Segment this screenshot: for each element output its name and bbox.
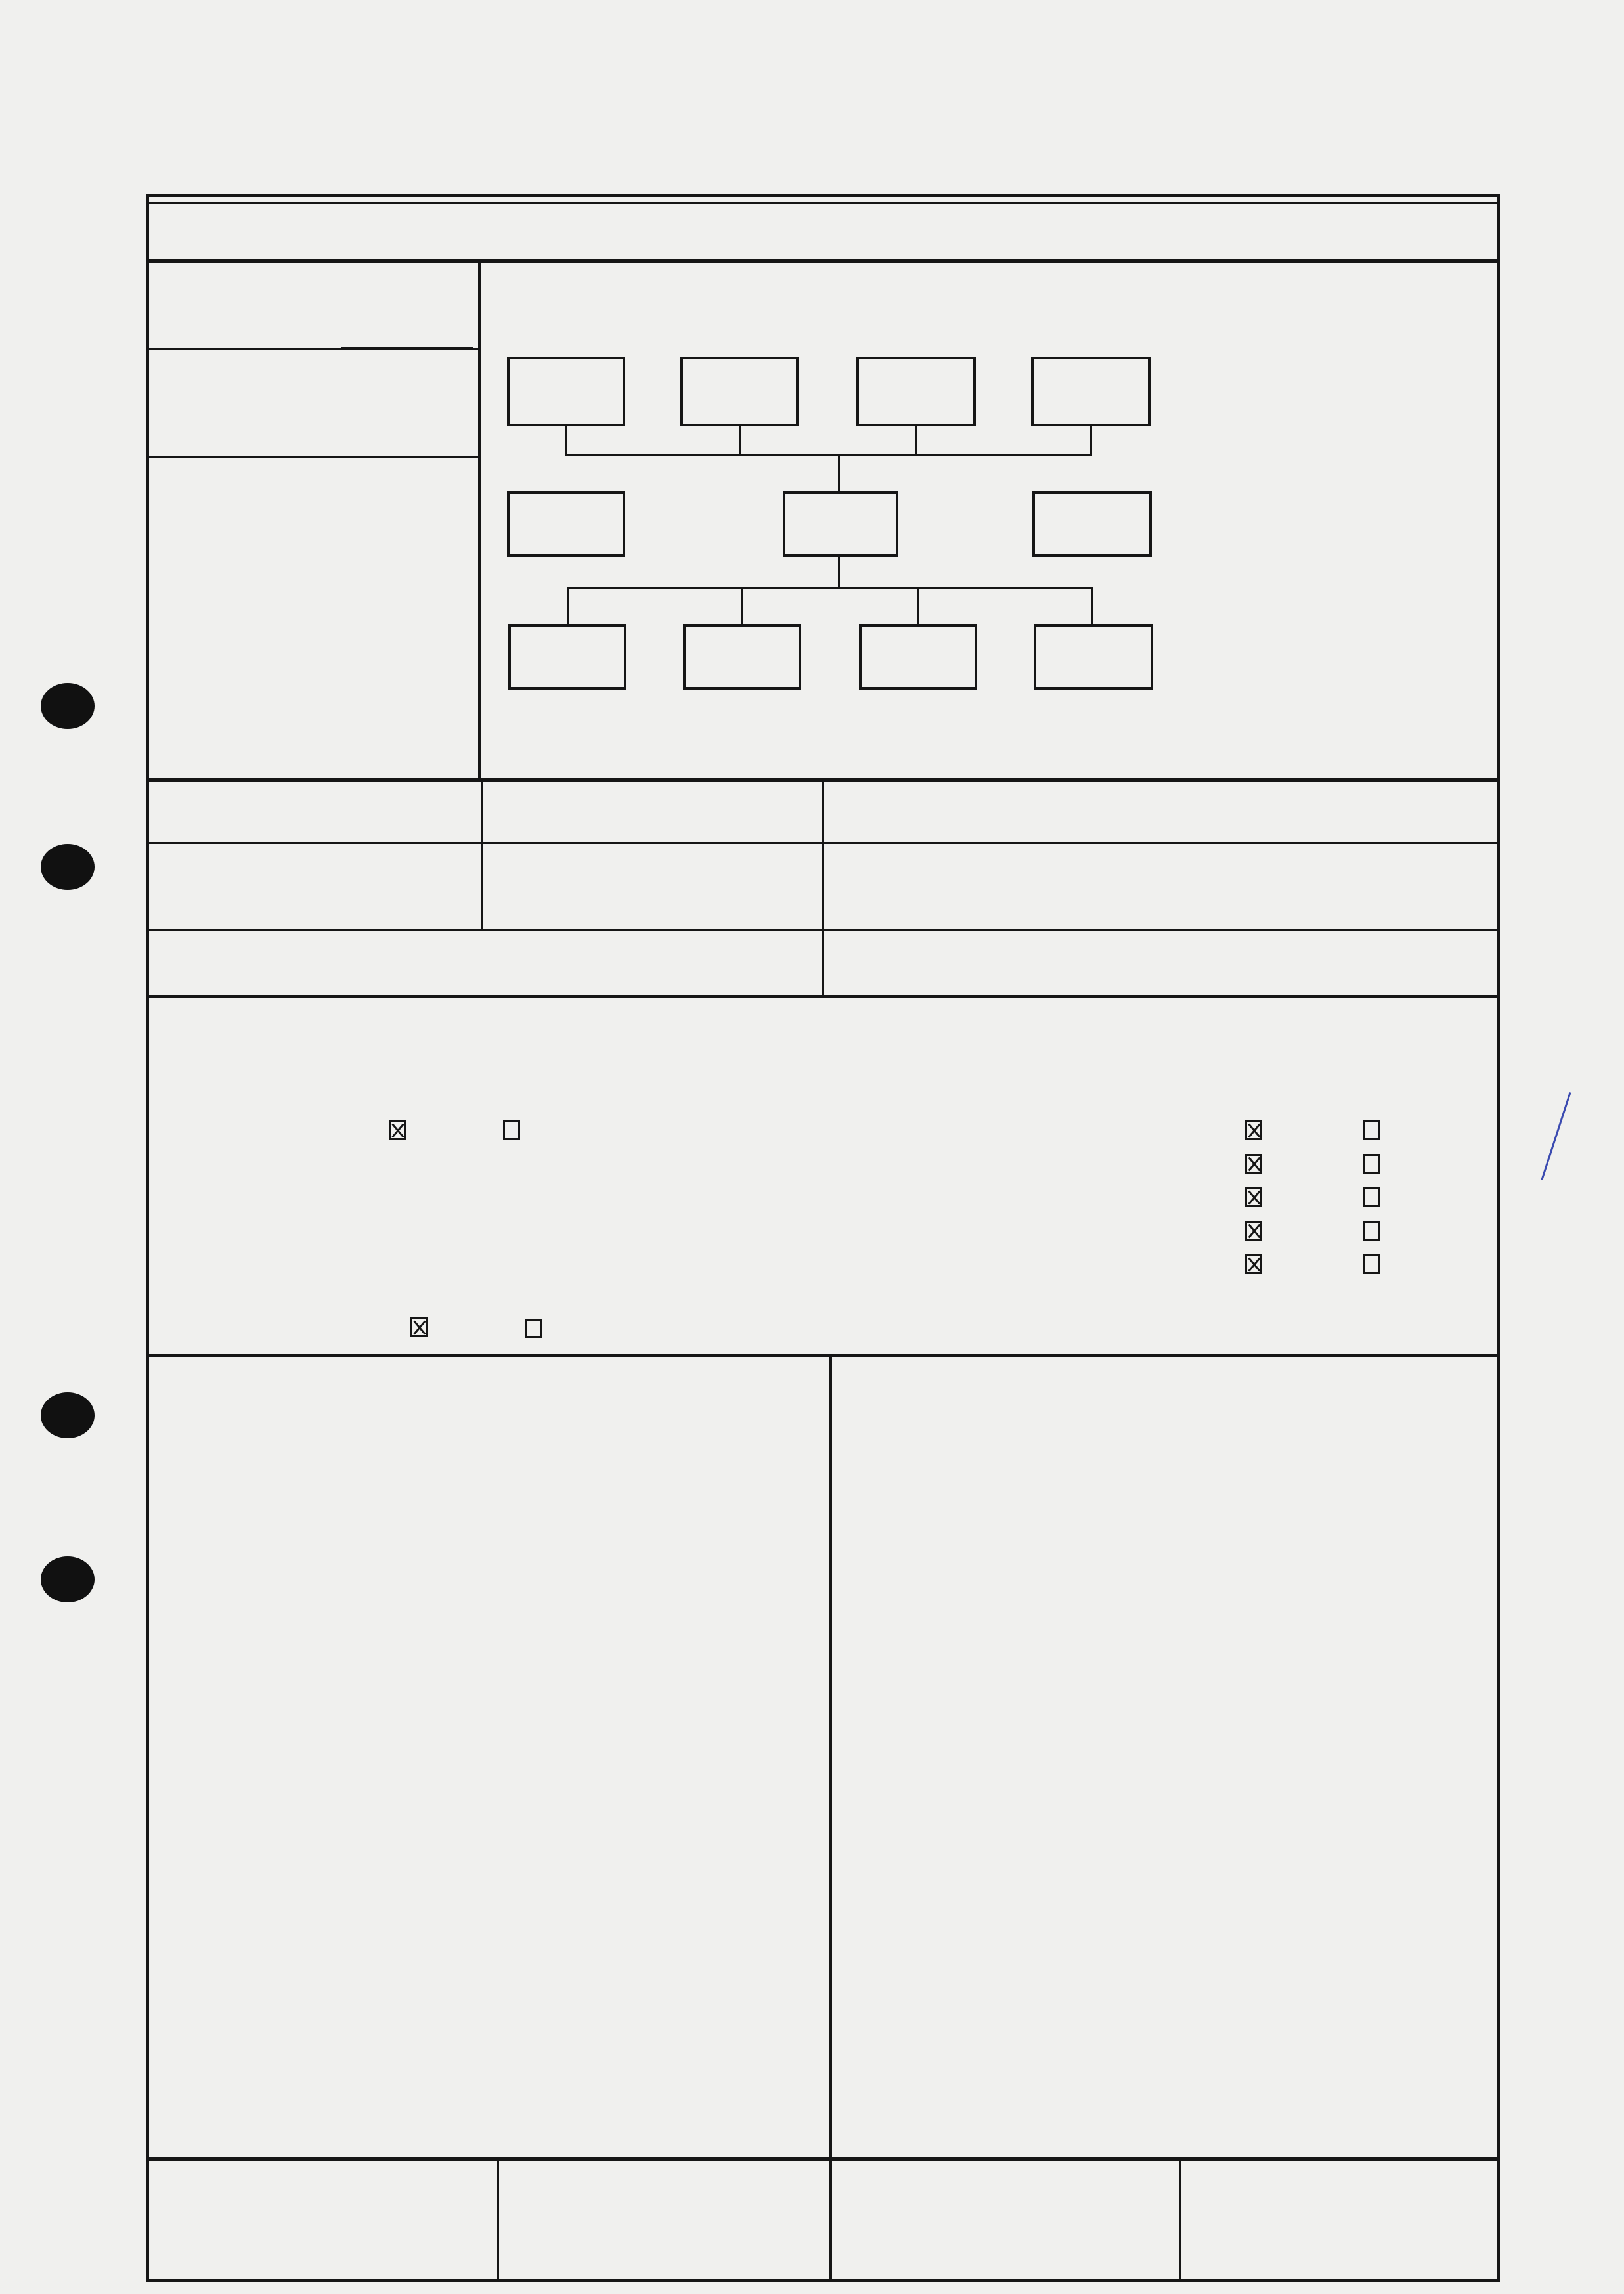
- botaniska-nej-checkbox[interactable]: [503, 1120, 520, 1140]
- divider: [478, 259, 481, 778]
- title-rule: [146, 259, 1500, 263]
- matrix-box: [680, 357, 799, 426]
- matrix-box-center: [783, 491, 898, 557]
- matrix-connector: [838, 454, 840, 492]
- divider: [146, 842, 1500, 844]
- matrix-box: [1031, 357, 1151, 426]
- matrix-box: [859, 624, 977, 690]
- matrix-connector: [565, 454, 1092, 456]
- matrix-box: [683, 624, 801, 690]
- divider: [146, 929, 1500, 931]
- minerogena-item-ja-checkbox[interactable]: [1245, 1154, 1262, 1174]
- minerogena-item-ja-checkbox[interactable]: [1245, 1254, 1262, 1274]
- punch-hole: [41, 1556, 95, 1602]
- minerogena-item-ja-checkbox[interactable]: [1245, 1187, 1262, 1207]
- minerogena-item-nej-checkbox[interactable]: [1363, 1187, 1380, 1207]
- divider: [822, 778, 824, 995]
- matrix-connector: [741, 587, 743, 625]
- divider: [1179, 2157, 1181, 2282]
- animaliska-ja-checkbox[interactable]: [410, 1317, 428, 1337]
- matrix-connector: [565, 426, 567, 456]
- matrix-connector: [739, 426, 741, 456]
- divider: [497, 2157, 499, 2282]
- matrix-connector: [1090, 426, 1092, 456]
- frame-rule: [146, 202, 1500, 204]
- section-rule: [146, 2157, 1500, 2161]
- matrix-connector: [838, 557, 840, 588]
- minerogena-item-nej-checkbox[interactable]: [1363, 1120, 1380, 1140]
- matrix-connector: [1091, 587, 1093, 625]
- punch-hole: [41, 683, 95, 729]
- s-nummer-underline: [341, 347, 473, 349]
- section-rule: [146, 1354, 1500, 1357]
- divider: [146, 456, 478, 458]
- matrix-box: [508, 624, 626, 690]
- punch-hole: [41, 844, 95, 890]
- minerogena-item-nej-checkbox[interactable]: [1363, 1221, 1380, 1241]
- section-rule: [146, 995, 1500, 998]
- animaliska-nej-checkbox[interactable]: [525, 1319, 542, 1338]
- matrix-connector: [567, 587, 1092, 589]
- punch-hole: [41, 1392, 95, 1438]
- botaniska-ja-checkbox[interactable]: [389, 1120, 406, 1140]
- divider: [481, 778, 483, 931]
- minerogena-item-ja-checkbox[interactable]: [1245, 1120, 1262, 1140]
- pencil-tick-mark: [1541, 1092, 1571, 1180]
- matrix-box-top: [856, 357, 976, 426]
- minerogena-item-nej-checkbox[interactable]: [1363, 1154, 1380, 1174]
- matrix-connector: [915, 426, 917, 456]
- matrix-connector: [917, 587, 919, 625]
- matrix-box: [1034, 624, 1153, 690]
- matrix-box: [507, 357, 625, 426]
- minerogena-item-nej-checkbox[interactable]: [1363, 1254, 1380, 1274]
- divider: [829, 1354, 832, 2282]
- minerogena-item-ja-checkbox[interactable]: [1245, 1221, 1262, 1241]
- matrix-box: [1032, 491, 1152, 557]
- matrix-connector: [567, 587, 569, 625]
- matrix-box: [507, 491, 625, 557]
